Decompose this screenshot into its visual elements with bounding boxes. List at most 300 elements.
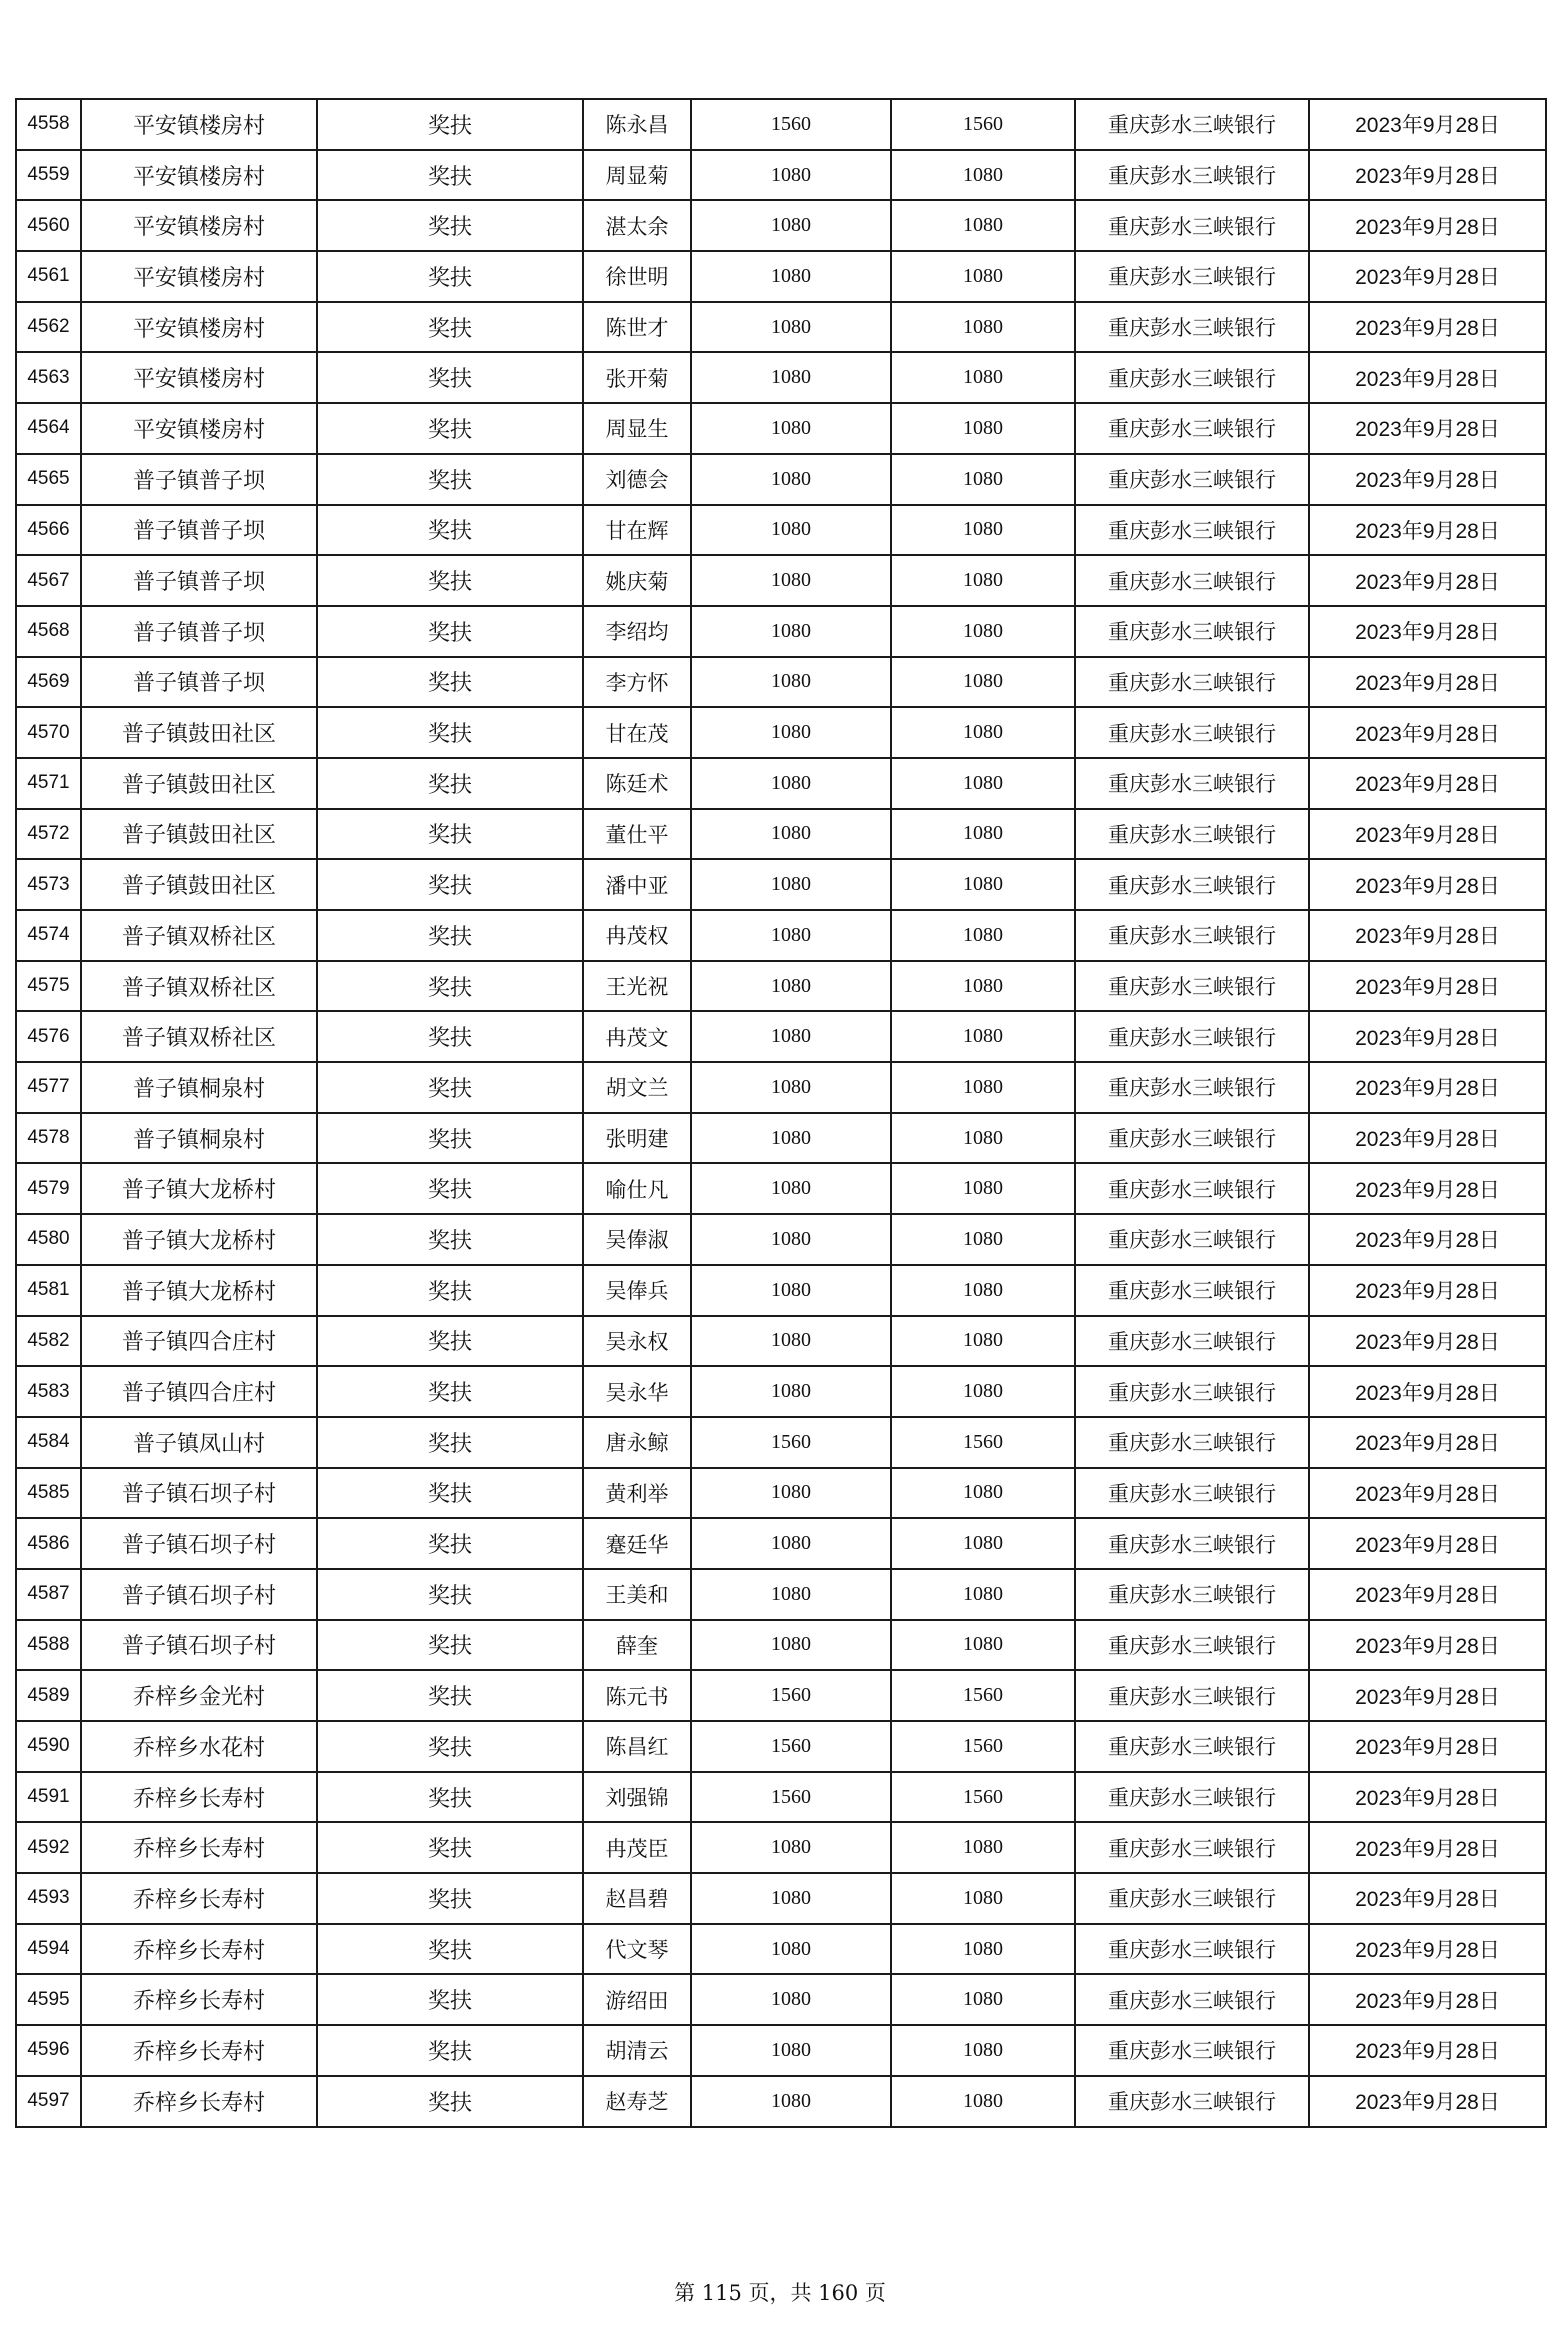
record-number: 4568 <box>16 606 81 657</box>
bank-cell: 重庆彭水三峡银行 <box>1075 910 1309 961</box>
village-cell: 平安镇楼房村 <box>81 150 317 201</box>
recipient-name-cell: 刘强锦 <box>583 1772 691 1823</box>
table-row <box>16 2076 1546 2127</box>
table-row <box>16 1163 1546 1214</box>
subsidy-type-cell: 奖扶 <box>317 1873 583 1924</box>
amount-cell: 1080 <box>691 910 891 961</box>
amount-cell: 1080 <box>691 1062 891 1113</box>
amount-cell: 1080 <box>691 2025 891 2076</box>
bank-cell: 重庆彭水三峡银行 <box>1075 99 1309 150</box>
paid-amount-cell: 1080 <box>891 1974 1075 2025</box>
date-cell: 2023年9月28日 <box>1309 1366 1546 1417</box>
table-row <box>16 758 1546 809</box>
subsidy-type-cell: 奖扶 <box>317 1113 583 1164</box>
paid-amount-cell: 1080 <box>891 859 1075 910</box>
bank-cell: 重庆彭水三峡银行 <box>1075 1822 1309 1873</box>
amount-cell: 1560 <box>691 1670 891 1721</box>
village-cell: 普子镇四合庄村 <box>81 1366 317 1417</box>
amount-cell: 1080 <box>691 809 891 860</box>
paid-amount-cell: 1080 <box>891 910 1075 961</box>
amount-cell: 1080 <box>691 1518 891 1569</box>
amount-cell: 1080 <box>691 302 891 353</box>
paid-amount-cell: 1080 <box>891 1620 1075 1671</box>
recipient-name-cell: 吴永权 <box>583 1316 691 1367</box>
table-row <box>16 1974 1546 2025</box>
recipient-name-cell: 胡清云 <box>583 2025 691 2076</box>
record-number: 4562 <box>16 302 81 353</box>
bank-cell: 重庆彭水三峡银行 <box>1075 454 1309 505</box>
subsidy-type-cell: 奖扶 <box>317 707 583 758</box>
table-row <box>16 1772 1546 1823</box>
village-cell: 乔梓乡长寿村 <box>81 2025 317 2076</box>
recipient-name-cell: 代文琴 <box>583 1924 691 1975</box>
recipient-name-cell: 王美和 <box>583 1569 691 1620</box>
amount-cell: 1080 <box>691 657 891 708</box>
record-number: 4575 <box>16 961 81 1012</box>
bank-cell: 重庆彭水三峡银行 <box>1075 1113 1309 1164</box>
subsidy-type-cell: 奖扶 <box>317 2025 583 2076</box>
subsidy-type-cell: 奖扶 <box>317 1214 583 1265</box>
record-number: 4581 <box>16 1265 81 1316</box>
date-cell: 2023年9月28日 <box>1309 302 1546 353</box>
subsidy-type-cell: 奖扶 <box>317 150 583 201</box>
record-number: 4572 <box>16 809 81 860</box>
paid-amount-cell: 1080 <box>891 1265 1075 1316</box>
village-cell: 普子镇石坝子村 <box>81 1569 317 1620</box>
recipient-name-cell: 陈昌红 <box>583 1721 691 1772</box>
amount-cell: 1080 <box>691 1822 891 1873</box>
bank-cell: 重庆彭水三峡银行 <box>1075 1569 1309 1620</box>
record-number: 4576 <box>16 1011 81 1062</box>
subsidy-type-cell: 奖扶 <box>317 1417 583 1468</box>
subsidy-type-cell: 奖扶 <box>317 910 583 961</box>
date-cell: 2023年9月28日 <box>1309 1062 1546 1113</box>
village-cell: 乔梓乡金光村 <box>81 1670 317 1721</box>
subsidy-type-cell: 奖扶 <box>317 1366 583 1417</box>
record-number: 4566 <box>16 505 81 556</box>
date-cell: 2023年9月28日 <box>1309 1873 1546 1924</box>
record-number: 4561 <box>16 251 81 302</box>
date-cell: 2023年9月28日 <box>1309 859 1546 910</box>
paid-amount-cell: 1560 <box>891 99 1075 150</box>
bank-cell: 重庆彭水三峡银行 <box>1075 1214 1309 1265</box>
amount-cell: 1080 <box>691 1113 891 1164</box>
bank-cell: 重庆彭水三峡银行 <box>1075 809 1309 860</box>
amount-cell: 1080 <box>691 1163 891 1214</box>
recipient-name-cell: 李绍均 <box>583 606 691 657</box>
table-row <box>16 200 1546 251</box>
paid-amount-cell: 1080 <box>891 1214 1075 1265</box>
subsidy-type-cell: 奖扶 <box>317 1265 583 1316</box>
table-row <box>16 251 1546 302</box>
bank-cell: 重庆彭水三峡银行 <box>1075 1670 1309 1721</box>
paid-amount-cell: 1080 <box>891 1011 1075 1062</box>
bank-cell: 重庆彭水三峡银行 <box>1075 961 1309 1012</box>
table-row <box>16 1822 1546 1873</box>
village-cell: 普子镇普子坝 <box>81 657 317 708</box>
bank-cell: 重庆彭水三峡银行 <box>1075 1316 1309 1367</box>
record-number: 4588 <box>16 1620 81 1671</box>
table-row <box>16 1366 1546 1417</box>
record-number: 4567 <box>16 555 81 606</box>
amount-cell: 1080 <box>691 1569 891 1620</box>
amount-cell: 1560 <box>691 1772 891 1823</box>
village-cell: 普子镇双桥社区 <box>81 910 317 961</box>
record-number: 4590 <box>16 1721 81 1772</box>
paid-amount-cell: 1080 <box>891 454 1075 505</box>
record-number: 4583 <box>16 1366 81 1417</box>
date-cell: 2023年9月28日 <box>1309 1113 1546 1164</box>
paid-amount-cell: 1080 <box>891 1468 1075 1519</box>
village-cell: 普子镇凤山村 <box>81 1417 317 1468</box>
recipient-name-cell: 蹇廷华 <box>583 1518 691 1569</box>
recipient-name-cell: 胡文兰 <box>583 1062 691 1113</box>
recipient-name-cell: 冉茂文 <box>583 1011 691 1062</box>
amount-cell: 1080 <box>691 1468 891 1519</box>
bank-cell: 重庆彭水三峡银行 <box>1075 1062 1309 1113</box>
date-cell: 2023年9月28日 <box>1309 403 1546 454</box>
date-cell: 2023年9月28日 <box>1309 961 1546 1012</box>
bank-cell: 重庆彭水三峡银行 <box>1075 1974 1309 2025</box>
date-cell: 2023年9月28日 <box>1309 555 1546 606</box>
date-cell: 2023年9月28日 <box>1309 1518 1546 1569</box>
recipient-name-cell: 喻仕凡 <box>583 1163 691 1214</box>
table-row <box>16 1214 1546 1265</box>
table-row <box>16 859 1546 910</box>
amount-cell: 1080 <box>691 1620 891 1671</box>
village-cell: 普子镇鼓田社区 <box>81 809 317 860</box>
date-cell: 2023年9月28日 <box>1309 454 1546 505</box>
table-row <box>16 403 1546 454</box>
table-row <box>16 1113 1546 1164</box>
subsidy-type-cell: 奖扶 <box>317 1974 583 2025</box>
recipient-name-cell: 吴俸淑 <box>583 1214 691 1265</box>
bank-cell: 重庆彭水三峡银行 <box>1075 2076 1309 2127</box>
amount-cell: 1080 <box>691 707 891 758</box>
record-number: 4597 <box>16 2076 81 2127</box>
recipient-name-cell: 周显生 <box>583 403 691 454</box>
table-row <box>16 1518 1546 1569</box>
date-cell: 2023年9月28日 <box>1309 1468 1546 1519</box>
paid-amount-cell: 1080 <box>891 2076 1075 2127</box>
table-row <box>16 1873 1546 1924</box>
amount-cell: 1080 <box>691 606 891 657</box>
table-row <box>16 1620 1546 1671</box>
table-row <box>16 1670 1546 1721</box>
recipient-name-cell: 陈元书 <box>583 1670 691 1721</box>
subsidy-type-cell: 奖扶 <box>317 1721 583 1772</box>
paid-amount-cell: 1080 <box>891 555 1075 606</box>
table-row <box>16 150 1546 201</box>
amount-cell: 1080 <box>691 1873 891 1924</box>
paid-amount-cell: 1080 <box>891 505 1075 556</box>
village-cell: 乔梓乡长寿村 <box>81 1924 317 1975</box>
subsidy-type-cell: 奖扶 <box>317 1163 583 1214</box>
amount-cell: 1080 <box>691 1265 891 1316</box>
paid-amount-cell: 1080 <box>891 758 1075 809</box>
recipient-name-cell: 董仕平 <box>583 809 691 860</box>
bank-cell: 重庆彭水三峡银行 <box>1075 150 1309 201</box>
subsidy-type-cell: 奖扶 <box>317 606 583 657</box>
date-cell: 2023年9月28日 <box>1309 1620 1546 1671</box>
recipient-name-cell: 周显菊 <box>583 150 691 201</box>
paid-amount-cell: 1080 <box>891 251 1075 302</box>
village-cell: 平安镇楼房村 <box>81 99 317 150</box>
recipient-name-cell: 李方怀 <box>583 657 691 708</box>
village-cell: 乔梓乡长寿村 <box>81 1822 317 1873</box>
amount-cell: 1080 <box>691 1924 891 1975</box>
bank-cell: 重庆彭水三峡银行 <box>1075 1011 1309 1062</box>
amount-cell: 1080 <box>691 150 891 201</box>
paid-amount-cell: 1080 <box>891 1518 1075 1569</box>
paid-amount-cell: 1080 <box>891 1366 1075 1417</box>
village-cell: 普子镇四合庄村 <box>81 1316 317 1367</box>
record-number: 4574 <box>16 910 81 961</box>
recipient-name-cell: 吴俸兵 <box>583 1265 691 1316</box>
paid-amount-cell: 1080 <box>891 150 1075 201</box>
record-number: 4573 <box>16 859 81 910</box>
village-cell: 普子镇普子坝 <box>81 505 317 556</box>
bank-cell: 重庆彭水三峡银行 <box>1075 1366 1309 1417</box>
recipient-name-cell: 薛奎 <box>583 1620 691 1671</box>
amount-cell: 1080 <box>691 961 891 1012</box>
paid-amount-cell: 1080 <box>891 809 1075 860</box>
table-row <box>16 809 1546 860</box>
paid-amount-cell: 1080 <box>891 1316 1075 1367</box>
table-row <box>16 1721 1546 1772</box>
table-row <box>16 606 1546 657</box>
date-cell: 2023年9月28日 <box>1309 2076 1546 2127</box>
date-cell: 2023年9月28日 <box>1309 200 1546 251</box>
table-row <box>16 99 1546 150</box>
recipient-name-cell: 黄利举 <box>583 1468 691 1519</box>
village-cell: 乔梓乡长寿村 <box>81 1772 317 1823</box>
village-cell: 乔梓乡长寿村 <box>81 1974 317 2025</box>
record-number: 4595 <box>16 1974 81 2025</box>
village-cell: 普子镇大龙桥村 <box>81 1163 317 1214</box>
recipient-name-cell: 甘在辉 <box>583 505 691 556</box>
record-number: 4577 <box>16 1062 81 1113</box>
village-cell: 普子镇鼓田社区 <box>81 859 317 910</box>
amount-cell: 1560 <box>691 99 891 150</box>
table-row <box>16 302 1546 353</box>
paid-amount-cell: 1080 <box>891 707 1075 758</box>
subsidy-type-cell: 奖扶 <box>317 454 583 505</box>
bank-cell: 重庆彭水三峡银行 <box>1075 251 1309 302</box>
bank-cell: 重庆彭水三峡银行 <box>1075 352 1309 403</box>
table-row <box>16 1417 1546 1468</box>
record-number: 4571 <box>16 758 81 809</box>
subsidy-type-cell: 奖扶 <box>317 859 583 910</box>
date-cell: 2023年9月28日 <box>1309 1417 1546 1468</box>
recipient-name-cell: 赵寿芝 <box>583 2076 691 2127</box>
amount-cell: 1080 <box>691 555 891 606</box>
amount-cell: 1080 <box>691 758 891 809</box>
subsidy-type-cell: 奖扶 <box>317 657 583 708</box>
subsidy-type-cell: 奖扶 <box>317 555 583 606</box>
village-cell: 平安镇楼房村 <box>81 200 317 251</box>
bank-cell: 重庆彭水三峡银行 <box>1075 505 1309 556</box>
village-cell: 乔梓乡长寿村 <box>81 2076 317 2127</box>
record-number: 4594 <box>16 1924 81 1975</box>
table-row <box>16 910 1546 961</box>
recipient-name-cell: 张开菊 <box>583 352 691 403</box>
date-cell: 2023年9月28日 <box>1309 809 1546 860</box>
village-cell: 普子镇石坝子村 <box>81 1468 317 1519</box>
bank-cell: 重庆彭水三峡银行 <box>1075 555 1309 606</box>
table-row <box>16 555 1546 606</box>
paid-amount-cell: 1560 <box>891 1670 1075 1721</box>
record-number: 4585 <box>16 1468 81 1519</box>
paid-amount-cell: 1080 <box>891 961 1075 1012</box>
bank-cell: 重庆彭水三峡银行 <box>1075 1620 1309 1671</box>
subsidy-type-cell: 奖扶 <box>317 505 583 556</box>
bank-cell: 重庆彭水三峡银行 <box>1075 302 1309 353</box>
record-number: 4582 <box>16 1316 81 1367</box>
recipient-name-cell: 吴永华 <box>583 1366 691 1417</box>
date-cell: 2023年9月28日 <box>1309 1163 1546 1214</box>
village-cell: 普子镇普子坝 <box>81 606 317 657</box>
subsidy-type-cell: 奖扶 <box>317 1011 583 1062</box>
recipient-name-cell: 姚庆菊 <box>583 555 691 606</box>
table-row <box>16 707 1546 758</box>
recipient-name-cell: 徐世明 <box>583 251 691 302</box>
date-cell: 2023年9月28日 <box>1309 1569 1546 1620</box>
table-body <box>16 99 1546 2127</box>
table-row <box>16 657 1546 708</box>
village-cell: 平安镇楼房村 <box>81 352 317 403</box>
recipient-name-cell: 王光祝 <box>583 961 691 1012</box>
table-row <box>16 1569 1546 1620</box>
subsidy-type-cell: 奖扶 <box>317 809 583 860</box>
subsidy-type-cell: 奖扶 <box>317 1316 583 1367</box>
paid-amount-cell: 1080 <box>891 606 1075 657</box>
bank-cell: 重庆彭水三峡银行 <box>1075 1772 1309 1823</box>
record-number: 4586 <box>16 1518 81 1569</box>
bank-cell: 重庆彭水三峡银行 <box>1075 1468 1309 1519</box>
date-cell: 2023年9月28日 <box>1309 1670 1546 1721</box>
bank-cell: 重庆彭水三峡银行 <box>1075 657 1309 708</box>
paid-amount-cell: 1080 <box>891 200 1075 251</box>
subsidy-type-cell: 奖扶 <box>317 758 583 809</box>
paid-amount-cell: 1080 <box>891 302 1075 353</box>
paid-amount-cell: 1080 <box>891 352 1075 403</box>
subsidy-type-cell: 奖扶 <box>317 1670 583 1721</box>
record-number: 4592 <box>16 1822 81 1873</box>
record-number: 4593 <box>16 1873 81 1924</box>
amount-cell: 1080 <box>691 2076 891 2127</box>
date-cell: 2023年9月28日 <box>1309 251 1546 302</box>
paid-amount-cell: 1080 <box>891 2025 1075 2076</box>
amount-cell: 1560 <box>691 1721 891 1772</box>
bank-cell: 重庆彭水三峡银行 <box>1075 1518 1309 1569</box>
record-number: 4596 <box>16 2025 81 2076</box>
village-cell: 普子镇石坝子村 <box>81 1518 317 1569</box>
subsidy-type-cell: 奖扶 <box>317 1620 583 1671</box>
record-number: 4589 <box>16 1670 81 1721</box>
date-cell: 2023年9月28日 <box>1309 1721 1546 1772</box>
subsidy-type-cell: 奖扶 <box>317 302 583 353</box>
table-row <box>16 1062 1546 1113</box>
table-row <box>16 454 1546 505</box>
record-number: 4569 <box>16 657 81 708</box>
paid-amount-cell: 1080 <box>891 1113 1075 1164</box>
recipient-name-cell: 陈世才 <box>583 302 691 353</box>
page-footer: 第 115 页，共 160 页 <box>674 2281 886 2305</box>
record-number: 4565 <box>16 454 81 505</box>
amount-cell: 1560 <box>691 1417 891 1468</box>
village-cell: 平安镇楼房村 <box>81 251 317 302</box>
bank-cell: 重庆彭水三峡银行 <box>1075 1721 1309 1772</box>
date-cell: 2023年9月28日 <box>1309 1011 1546 1062</box>
recipient-name-cell: 陈永昌 <box>583 99 691 150</box>
village-cell: 普子镇大龙桥村 <box>81 1265 317 1316</box>
village-cell: 普子镇普子坝 <box>81 555 317 606</box>
amount-cell: 1080 <box>691 352 891 403</box>
recipient-name-cell: 甘在茂 <box>583 707 691 758</box>
amount-cell: 1080 <box>691 454 891 505</box>
paid-amount-cell: 1560 <box>891 1417 1075 1468</box>
recipient-name-cell: 刘德会 <box>583 454 691 505</box>
subsidy-type-cell: 奖扶 <box>317 1822 583 1873</box>
bank-cell: 重庆彭水三峡银行 <box>1075 1265 1309 1316</box>
record-number: 4570 <box>16 707 81 758</box>
record-number: 4563 <box>16 352 81 403</box>
date-cell: 2023年9月28日 <box>1309 910 1546 961</box>
village-cell: 普子镇桐泉村 <box>81 1062 317 1113</box>
amount-cell: 1080 <box>691 1366 891 1417</box>
recipient-name-cell: 赵昌碧 <box>583 1873 691 1924</box>
record-number: 4560 <box>16 200 81 251</box>
subsidy-type-cell: 奖扶 <box>317 961 583 1012</box>
date-cell: 2023年9月28日 <box>1309 2025 1546 2076</box>
record-number: 4558 <box>16 99 81 150</box>
amount-cell: 1080 <box>691 200 891 251</box>
recipient-name-cell: 潘中亚 <box>583 859 691 910</box>
paid-amount-cell: 1080 <box>891 403 1075 454</box>
date-cell: 2023年9月28日 <box>1309 1924 1546 1975</box>
table-row <box>16 352 1546 403</box>
recipient-name-cell: 湛太余 <box>583 200 691 251</box>
date-cell: 2023年9月28日 <box>1309 505 1546 556</box>
paid-amount-cell: 1080 <box>891 657 1075 708</box>
subsidy-type-cell: 奖扶 <box>317 1062 583 1113</box>
record-number: 4579 <box>16 1163 81 1214</box>
date-cell: 2023年9月28日 <box>1309 1974 1546 2025</box>
date-cell: 2023年9月28日 <box>1309 758 1546 809</box>
date-cell: 2023年9月28日 <box>1309 352 1546 403</box>
bank-cell: 重庆彭水三峡银行 <box>1075 859 1309 910</box>
record-number: 4580 <box>16 1214 81 1265</box>
subsidy-type-cell: 奖扶 <box>317 1924 583 1975</box>
subsidy-type-cell: 奖扶 <box>317 403 583 454</box>
record-number: 4578 <box>16 1113 81 1164</box>
subsidy-type-cell: 奖扶 <box>317 1569 583 1620</box>
amount-cell: 1080 <box>691 251 891 302</box>
bank-cell: 重庆彭水三峡银行 <box>1075 2025 1309 2076</box>
subsidy-type-cell: 奖扶 <box>317 1518 583 1569</box>
subsidy-type-cell: 奖扶 <box>317 2076 583 2127</box>
table-row <box>16 1468 1546 1519</box>
bank-cell: 重庆彭水三峡银行 <box>1075 1924 1309 1975</box>
subsidy-type-cell: 奖扶 <box>317 352 583 403</box>
table-row <box>16 1924 1546 1975</box>
table-row <box>16 2025 1546 2076</box>
date-cell: 2023年9月28日 <box>1309 707 1546 758</box>
recipient-name-cell: 冉茂臣 <box>583 1822 691 1873</box>
table-row <box>16 1316 1546 1367</box>
amount-cell: 1080 <box>691 859 891 910</box>
